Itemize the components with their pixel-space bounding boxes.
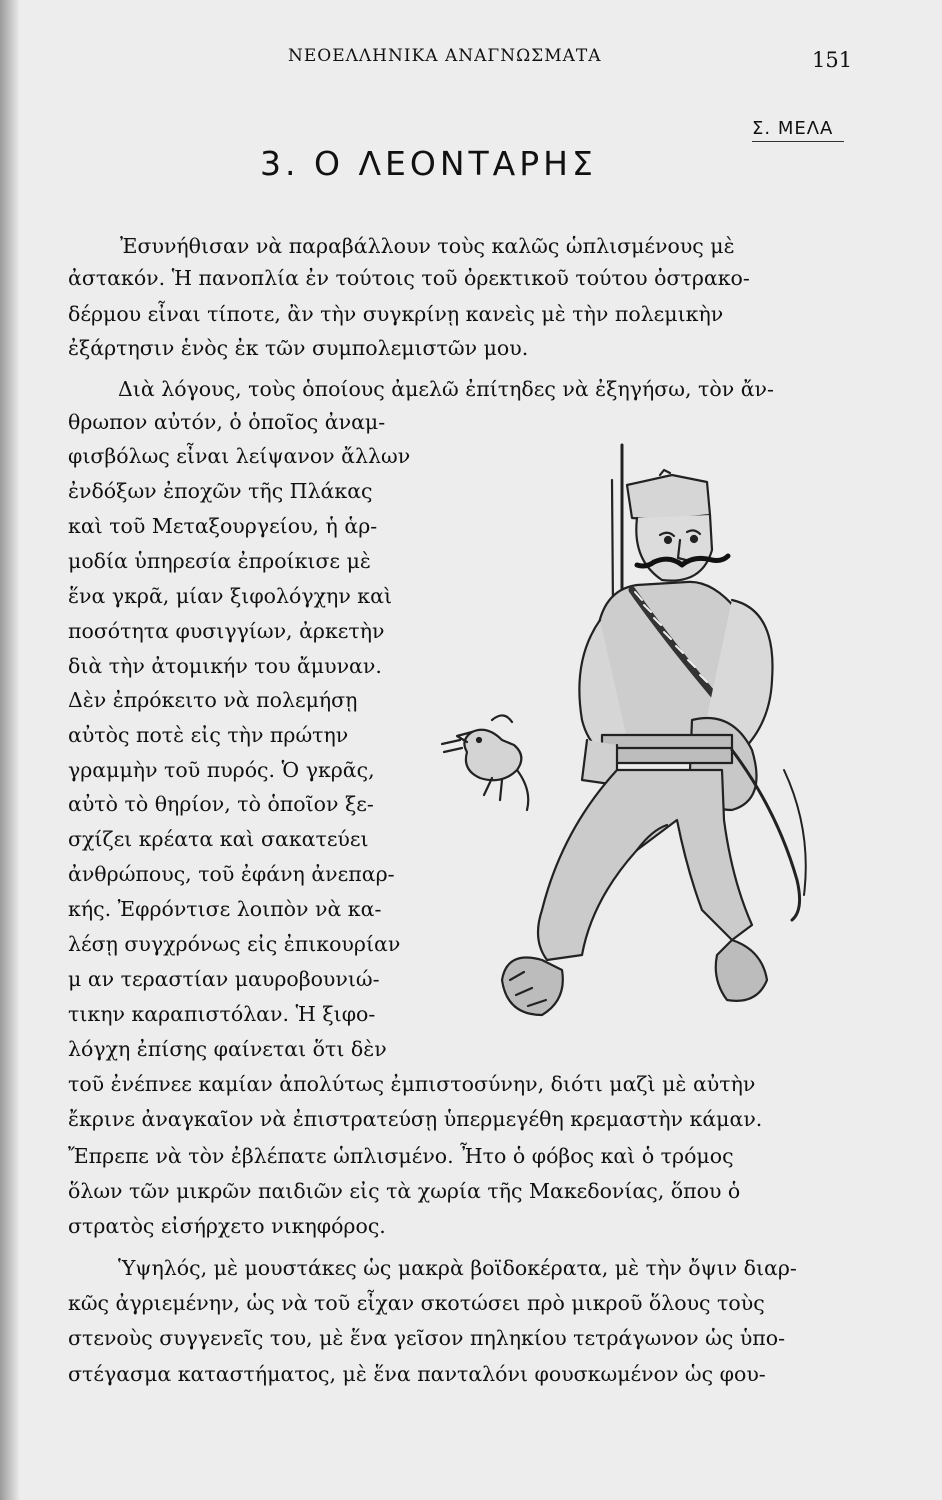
text-line: στέγασμα καταστήματος, μὲ ἕνα πανταλόνι φουσκωμένον ὡς φου- — [68, 1362, 766, 1386]
text-line: λέσῃ συγχρόνως εἰς ἐπικουρίαν — [68, 932, 401, 956]
text-line: τικην καραπιστόλαν. Ἡ ξιφο- — [68, 1002, 376, 1026]
text-line: τοῦ ἐνέπνεε καμίαν ἀπολύτως ἐμπιστοσύνην, διότι μαζὶ μὲ αὐτὴν — [68, 1072, 756, 1096]
text-line: αὐτὸς ποτὲ εἰς τὴν πρώτην — [68, 723, 349, 747]
text-line: κής. Ἐφρόντισε λοιπὸν νὰ κα- — [68, 897, 382, 921]
text-line: ἀστακόν. Ἡ πανοπλία ἐν τούτοις τοῦ ὀρεκτικοῦ τούτου ὀστρακο- — [68, 266, 750, 290]
text-line: ἐξάρτησιν ἑνὸς ἐκ τῶν συμπολεμιστῶν μου. — [68, 336, 529, 360]
text-line: Ἔπρεπε νὰ τὸν ἐβλέπατε ὡπλισμένο. Ἦτο ὁ φόβος καὶ ὁ τρόμος — [68, 1144, 734, 1168]
text-line: μοδία ὑπηρεσία ἐπροίκισε μὲ — [68, 549, 371, 573]
text-line: καὶ τοῦ Μεταξουργείου, ἡ ἁρ- — [68, 514, 378, 538]
text-line: ποσότητα φυσιγγίων, ἀρκετὴν — [68, 619, 385, 643]
text-line: Ὑψηλός, μὲ μουστάκες ὡς μακρὰ βοϊδοκέρατα, μὲ τὴν ὄψιν διαρ- — [118, 1256, 797, 1280]
text-line: ἔκρινε ἀναγκαῖον νὰ ἐπιστρατεύσῃ ὑπερμεγέθη κρεμαστὴν κάμαν. — [68, 1107, 763, 1131]
text-line: στρατὸς εἰσήρχετο νικηφόρος. — [68, 1214, 386, 1238]
author-name: Σ. ΜΕΛΑ — [752, 118, 834, 139]
text-line: δέρμου εἶναι τίποτε, ἂν τὴν συγκρίνῃ κανεὶς μὲ τὴν πολεμικὴν — [68, 302, 724, 326]
chapter-title: 3. Ο ΛΕΟΝΤΑΡΗΣ — [260, 144, 597, 183]
text-line: διὰ τὴν ἀτομικήν του ἄμυναν. — [68, 654, 382, 678]
text-line: γραμμὴν τοῦ πυρός. Ὁ γκρᾶς, — [68, 758, 375, 782]
text-line: κῶς ἀγριεμένην, ὡς νὰ τοῦ εἶχαν σκοτώσει πρὸ μικροῦ ὅλους τοὺς — [68, 1291, 765, 1315]
text-line: ὅλων τῶν μικρῶν παιδιῶν εἰς τὰ χωρία τῆς Μακεδονίας, ὅπου ὁ — [68, 1179, 741, 1203]
text-line: φισβόλως εἶναι λείψανον ἄλλων — [68, 444, 411, 468]
page-header — [0, 40, 942, 70]
text-line: αὐτὸ τὸ θηρίον, τὸ ὁποῖον ξε- — [68, 792, 374, 816]
running-title: ΝΕΟΕΛΛΗΝΙΚΑ ΑΝΑΓΝΩΣΜΑΤΑ — [288, 46, 602, 66]
drawing-icon — [432, 440, 852, 1085]
text-line: σχίζει κρέατα καὶ σακατεύει — [68, 827, 369, 851]
page-number: 151 — [812, 48, 853, 72]
text-line: ἕνα γκρᾶ, μίαν ξιφολόγχην καὶ — [68, 584, 392, 608]
text-line: θρωπον αὐτόν, ὁ ὁποῖος ἀναμ- — [68, 410, 386, 434]
text-line: ἀνθρώπους, τοῦ ἐφάνη ἀνεπαρ- — [68, 862, 395, 886]
text-line: λόγχη ἐπίσης φαίνεται ὅτι δὲν — [68, 1037, 387, 1061]
text-line: Δὲν ἐπρόκειτο νὰ πολεμήσῃ — [68, 688, 358, 712]
author-underline — [752, 141, 844, 142]
text-line: Διὰ λόγους, τοὺς ὁποίους ἀμελῶ ἐπίτηδες νὰ ἐξηγήσω, τὸν ἄν- — [118, 377, 774, 401]
page-edge-shadow — [0, 0, 20, 1500]
text-line: στενοὺς συγγενεῖς του, μὲ ἕνα γεῖσον πηληκίου τετράγωνον ὡς ὑπο- — [68, 1326, 786, 1350]
text-line: ἐνδόξων ἐποχῶν τῆς Πλάκας — [68, 479, 373, 503]
text-line: μ αν τεραστίαν μαυροβουνιώ- — [68, 967, 380, 991]
soldier-illustration — [432, 440, 852, 1085]
text-line: Ἐσυνήθισαν νὰ παραβάλλουν τοὺς καλῶς ὡπλισμένους μὲ — [120, 234, 735, 258]
